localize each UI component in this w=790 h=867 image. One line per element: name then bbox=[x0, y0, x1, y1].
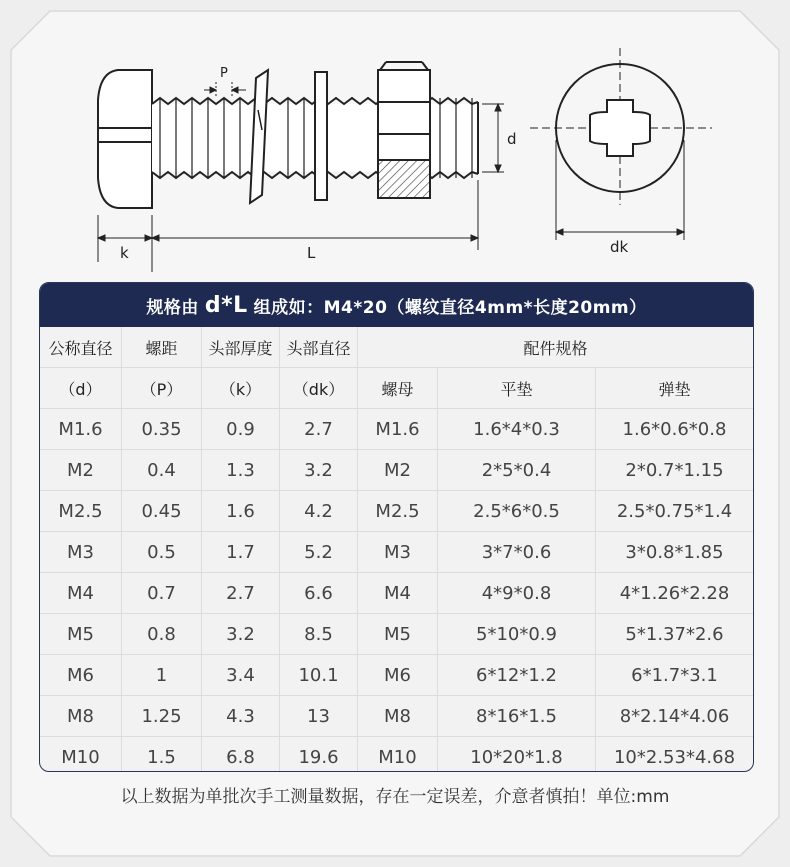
cell-flat-washer: 1.6*4*0.3 bbox=[438, 409, 596, 449]
table-row bbox=[40, 614, 753, 655]
cell-head-thickness: 1.6 bbox=[202, 491, 280, 531]
cell-flat-washer: 2.5*6*0.5 bbox=[438, 491, 596, 531]
header-flat-washer: 平垫 bbox=[438, 368, 596, 408]
cell-head-thickness: 1.3 bbox=[202, 450, 280, 490]
cell-pitch: 0.45 bbox=[122, 491, 202, 531]
header-head-diameter: 头部直径 bbox=[280, 327, 358, 367]
diameter-dimension bbox=[482, 104, 504, 172]
cell-head-thickness: 2.7 bbox=[202, 573, 280, 613]
cell-pitch: 0.8 bbox=[122, 614, 202, 654]
cell-nominal-diameter: M4 bbox=[40, 573, 122, 613]
cell-nut: M2.5 bbox=[358, 491, 438, 531]
header-pitch: 螺距 bbox=[122, 327, 202, 367]
cell-spring-washer: 2.5*0.75*1.4 bbox=[616, 500, 733, 522]
cell-flat-washer: 8*16*1.5 bbox=[438, 696, 596, 736]
cell-spring-washer: 10*2.53*4.68 bbox=[613, 746, 736, 768]
table-row bbox=[40, 655, 753, 696]
table-grid bbox=[40, 327, 753, 772]
cell-nominal-diameter: M6 bbox=[40, 655, 122, 695]
label-d: d bbox=[507, 130, 517, 148]
header-k: （k） bbox=[202, 368, 280, 408]
header-accessories: 配件规格 bbox=[523, 338, 588, 358]
cell-pitch: 1.5 bbox=[122, 737, 202, 772]
cell-nut: M2 bbox=[358, 450, 438, 490]
cell-pitch: 1.25 bbox=[122, 696, 202, 736]
cell-nominal-diameter: M10 bbox=[40, 737, 122, 772]
cell-nut: M5 bbox=[358, 614, 438, 654]
header-row-bottom bbox=[40, 368, 753, 409]
label-p: P bbox=[220, 66, 228, 81]
table-row bbox=[40, 491, 753, 532]
cell-head-diameter: 6.6 bbox=[280, 573, 358, 613]
header-dk: （dk） bbox=[280, 368, 358, 408]
cell-pitch: 0.5 bbox=[122, 532, 202, 572]
cell-nominal-diameter: M2 bbox=[40, 450, 122, 490]
cell-nut: M4 bbox=[358, 573, 438, 613]
screw-head-top-view bbox=[530, 48, 712, 240]
cell-nominal-diameter: M2.5 bbox=[40, 491, 122, 531]
cell-nut: M8 bbox=[358, 696, 438, 736]
table-row bbox=[40, 573, 753, 614]
cell-flat-washer: 2*5*0.4 bbox=[438, 450, 596, 490]
cell-head-thickness: 1.7 bbox=[202, 532, 280, 572]
screw-diagram bbox=[0, 0, 790, 280]
cell-spring-washer: 3*0.8*1.85 bbox=[625, 541, 724, 563]
cell-pitch: 0.35 bbox=[122, 409, 202, 449]
header-spring-washer: 弹垫 bbox=[658, 379, 691, 399]
cell-nut: M3 bbox=[358, 532, 438, 572]
cell-head-thickness: 3.2 bbox=[202, 614, 280, 654]
table-row bbox=[40, 737, 753, 772]
cell-spring-washer: 1.6*0.6*0.8 bbox=[622, 418, 727, 440]
cell-head-diameter: 19.6 bbox=[280, 737, 358, 772]
cell-head-diameter: 8.5 bbox=[280, 614, 358, 654]
table-row bbox=[40, 409, 753, 450]
cell-nominal-diameter: M1.6 bbox=[40, 409, 122, 449]
title-formula: d*L bbox=[204, 292, 248, 318]
cell-spring-washer: 8*2.14*4.06 bbox=[619, 705, 730, 727]
cell-nut: M1.6 bbox=[358, 409, 438, 449]
table-title bbox=[40, 283, 753, 327]
cell-flat-washer: 4*9*0.8 bbox=[438, 573, 596, 613]
pitch-dimension bbox=[204, 82, 246, 98]
title-suffix: 组成如：M4*20（螺纹直径4mm*长度20mm） bbox=[253, 297, 647, 318]
header-p: （P） bbox=[122, 368, 202, 408]
cell-head-thickness: 6.8 bbox=[202, 737, 280, 772]
cell-head-thickness: 3.4 bbox=[202, 655, 280, 695]
header-head-thickness: 头部厚度 bbox=[202, 327, 280, 367]
cell-spring-washer: 6*1.7*3.1 bbox=[631, 664, 718, 686]
cell-nominal-diameter: M3 bbox=[40, 532, 122, 572]
cell-head-diameter: 13 bbox=[280, 696, 358, 736]
header-d: （d） bbox=[40, 368, 122, 408]
screw-side-view bbox=[98, 62, 478, 208]
spec-table bbox=[39, 282, 754, 772]
cell-spring-washer: 2*0.7*1.15 bbox=[625, 459, 724, 481]
cell-flat-washer: 5*10*0.9 bbox=[438, 614, 596, 654]
cell-nominal-diameter: M8 bbox=[40, 696, 122, 736]
header-row-top bbox=[40, 327, 753, 368]
cell-pitch: 1 bbox=[122, 655, 202, 695]
footer-note: 以上数据为单批次手工测量数据，存在一定误差，介意者慎拍！单位:mm bbox=[120, 787, 670, 807]
cell-nominal-diameter: M5 bbox=[40, 614, 122, 654]
cell-head-diameter: 3.2 bbox=[280, 450, 358, 490]
table-row bbox=[40, 450, 753, 491]
label-k: k bbox=[120, 244, 129, 262]
label-l: L bbox=[307, 244, 316, 262]
table-row bbox=[40, 532, 753, 573]
cell-head-thickness: 0.9 bbox=[202, 409, 280, 449]
cell-head-diameter: 10.1 bbox=[280, 655, 358, 695]
cell-head-diameter: 2.7 bbox=[280, 409, 358, 449]
cell-head-diameter: 5.2 bbox=[280, 532, 358, 572]
cell-flat-washer: 6*12*1.2 bbox=[438, 655, 596, 695]
cell-nut: M10 bbox=[358, 737, 438, 772]
header-nominal-diameter: 公称直径 bbox=[40, 327, 122, 367]
cell-head-thickness: 4.3 bbox=[202, 696, 280, 736]
cell-nut: M6 bbox=[358, 655, 438, 695]
header-nut: 螺母 bbox=[358, 368, 438, 408]
cell-flat-washer: 3*7*0.6 bbox=[438, 532, 596, 572]
cell-pitch: 0.7 bbox=[122, 573, 202, 613]
cell-pitch: 0.4 bbox=[122, 450, 202, 490]
cell-head-diameter: 4.2 bbox=[280, 491, 358, 531]
title-prefix: 规格由 bbox=[146, 297, 199, 318]
cell-spring-washer: 4*1.26*2.28 bbox=[619, 582, 730, 604]
table-row bbox=[40, 696, 753, 737]
cell-spring-washer: 5*1.37*2.6 bbox=[625, 623, 724, 645]
cell-flat-washer: 10*20*1.8 bbox=[438, 737, 596, 772]
label-dk: dk bbox=[610, 238, 629, 256]
